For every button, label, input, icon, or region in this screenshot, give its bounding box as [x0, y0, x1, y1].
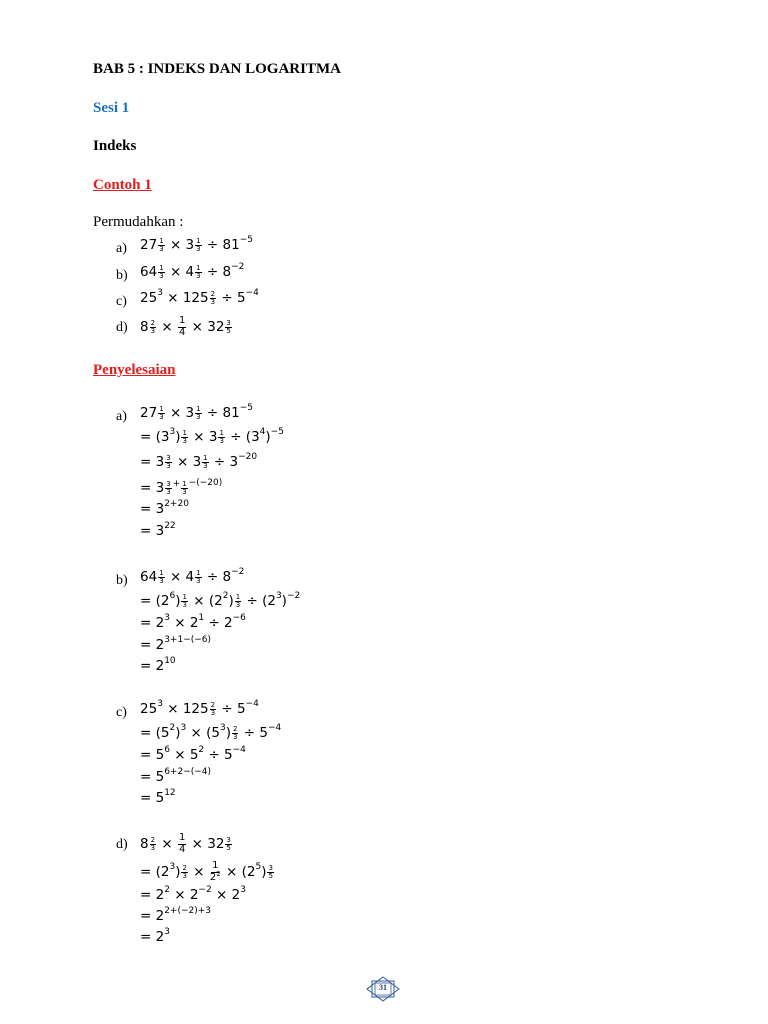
solution-d-line-4: = $2^{2+(-2)+3}$ [140, 906, 212, 924]
solution-c-line-4: = $5^{6+2-(-4)}$ [140, 767, 212, 785]
solution-c-label: c) [116, 705, 127, 720]
solution-a-line-1: 27 $\frac{1}{3}$ × 3 $\frac{1}{3}$ ÷ $81^{-5}$ [140, 403, 253, 421]
solution-b-line-2: = $(2^6)$ $\frac{1}{3}$ × $(2^2)$ $\frac{1}{3}$ ÷ $(2^3)^{-2}$ [140, 591, 301, 609]
solution-b-label: b) [116, 573, 128, 588]
question-a-label: a) [116, 241, 127, 256]
solution-a-line-6: = $3^{22}$ [140, 521, 176, 539]
solution-b-line-4: = $2^{3+1-(-6)}$ [140, 635, 212, 653]
page-number: 31 [379, 983, 387, 992]
page-number-badge [366, 976, 400, 1002]
chapter-title: BAB 5 : INDEKS DAN LOGARITMA [93, 61, 341, 77]
solution-d-line-5: = $2^3$ [140, 927, 170, 945]
solution-a-label: a) [116, 409, 127, 424]
solution-b-line-3: = $2^3 \times 2^1 \div 2^{-6}$ [140, 613, 246, 631]
solution-c-line-2: = $(5^2)^3 \times (5^3)$ $\frac{2}{3}$ ÷ $5^{-4}$ [140, 723, 282, 741]
example-heading: Contoh 1 [93, 177, 152, 193]
solution-b-line-5: = $2^{10}$ [140, 656, 176, 674]
solution-d-line-1: 8 $\frac{2}{3}$ × $\frac{1}{4}$ × 32 $\frac{3}{5}$ [140, 832, 231, 855]
question-a-expression: 27 $\frac{1}{3}$ × 3 $\frac{1}{3}$ ÷ $81^{-5}$ [140, 235, 253, 253]
solution-c-line-3: = $5^6 \times 5^2 \div 5^{-4}$ [140, 745, 246, 763]
solution-heading: Penyelesaian [93, 362, 176, 378]
solution-a-line-3: = 3 $\frac{3}{3}$ × 3 $\frac{1}{3}$ ÷ $3^{-20}$ [140, 452, 258, 470]
question-b-expression: 64 $\frac{1}{3}$ × 4 $\frac{1}{3}$ ÷ $8^{-2}$ [140, 262, 245, 280]
question-d-expression: 8 $\frac{2}{3}$ × $\frac{1}{4}$ × 32 $\frac{3}{5}$ [140, 315, 231, 338]
question-c-expression: $25^3 \times 125$ $\frac{2}{3}$ ÷ $5^{-4}$ [140, 288, 259, 306]
solution-a-line-2: = $(3^3)$ $\frac{1}{3}$ × 3 $\frac{1}{3}$ ÷ $(3^4)^{-5}$ [140, 427, 284, 445]
solution-b-line-1: 64 $\frac{1}{3}$ × 4 $\frac{1}{3}$ ÷ $8^{-2}$ [140, 567, 245, 585]
question-c-label: c) [116, 294, 127, 309]
solution-d-label: d) [116, 837, 128, 852]
question-d-label: d) [116, 320, 128, 335]
solution-c-line-5: = $5^{12}$ [140, 788, 176, 806]
question-b-label: b) [116, 268, 128, 283]
solution-d-line-2: = $(2^3)$ $\frac{2}{3}$ × $\frac{1}{2^2}$ × $(2^5)$ $\frac{3}{5}$ [140, 860, 273, 883]
solution-a-line-4: = 3 $\frac{3}{3}$ + $\frac{1}{3}$ $^{-(-20)}$ [140, 478, 223, 496]
session-heading: Sesi 1 [93, 100, 130, 116]
solution-c-line-1: $25^3 \times 125$ $\frac{2}{3}$ ÷ $5^{-4}$ [140, 699, 259, 717]
instruction-text: Permudahkan : [93, 214, 184, 230]
solution-d-line-3: = $2^2 \times 2^{-2} \times 2^3$ [140, 885, 246, 903]
topic-heading: Indeks [93, 138, 137, 154]
solution-a-line-5: = $3^{2+20}$ [140, 499, 189, 517]
